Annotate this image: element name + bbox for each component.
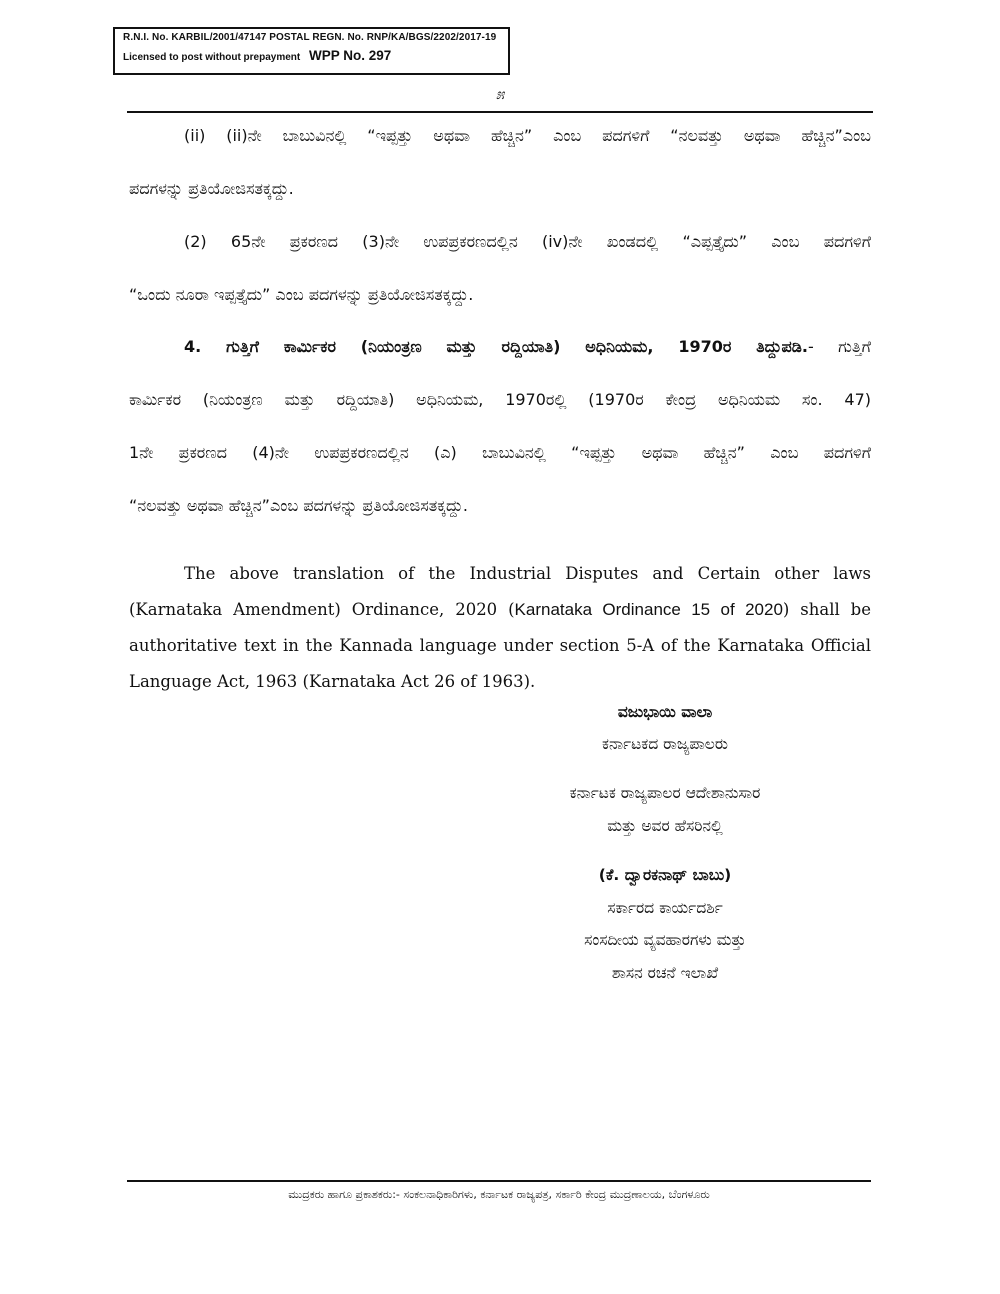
ordinance-reference: Karnataka Ordinance 15 of 2020	[514, 600, 783, 619]
kannada-paragraph-1	[129, 109, 871, 215]
governor-name: ವಜುಭಾಯಿ ವಾಲಾ	[617, 703, 713, 721]
section-heading-line	[129, 320, 871, 373]
english-translation-note	[129, 556, 871, 700]
paragraph-line: (ii) (ii)ನೇ ಬಾಬುವಿನಲ್ಲಿ “ಇಪ್ಪತ್ತು ಅಥವಾ ಹೆಚ್ಚಿನ” ಎಂಬ ಪದಗಳಿಗೆ “ನಲವತ್ತು ಅಥವಾ ಹೆಚ್ಚಿನ”ಎಂಬ	[184, 126, 871, 145]
section-heading: 4. ಗುತ್ತಿಗೆ ಕಾರ್ಮಿಕರ (ನಿಯಂತ್ರಣ ಮತ್ತು ರದ್ದಿಯಾತಿ) ಅಧಿನಿಯಮ, 1970ರ ತಿದ್ದುಪಡಿ.	[184, 337, 808, 356]
paragraph-line: ಪದಗಳನ್ನು ಪ್ರತಿಯೋಜಿಸತಕ್ಕದ್ದು.	[129, 179, 294, 198]
order-line-1: ಕರ್ನಾಟಕ ರಾಜ್ಯಪಾಲರ ಆದೇಶಾನುಸಾರ	[569, 784, 761, 802]
paragraph-line: 1ನೇ ಪ್ರಕರಣದ (4)ನೇ ಉಪಪ್ರಕರಣದಲ್ಲಿನ (ಎ) ಬಾಬುವಿನಲ್ಲಿ “ಇಪ್ಪತ್ತು ಅಥವಾ ಹೆಚ್ಚಿನ” ಎಂಬ ಪದಗಳಿಗೆ	[129, 443, 871, 462]
paragraph-line: “ನಲವತ್ತು ಅಥವಾ ಹೆಚ್ಚಿನ”ಎಂಬ ಪದಗಳನ್ನು ಪ್ರತಿಯೋಜಿಸತಕ್ಕದ್ದು.	[129, 496, 468, 515]
order-line-2: ಮತ್ತು ಅವರ ಹೆಸರಿನಲ್ಲಿ	[607, 817, 723, 835]
secretary-name: (ಕೆ. ದ್ವಾರಕನಾಥ್ ಬಾಬು)	[598, 866, 732, 884]
paragraph-line: “ಒಂದು ನೂರಾ ಇಪ್ಪತ್ತೈದು” ಎಂಬ ಪದಗಳನ್ನು ಪ್ರತಿಯೋಜಿಸತಕ್ಕದ್ದು.	[129, 285, 474, 304]
wpp-number: WPP No. 297	[309, 48, 392, 63]
license-line	[123, 48, 500, 63]
english-text-part3: ) shall be authoritative text in the Kannada language under section 5-A of the Karnataka Official Language Act, 1963 (Karnataka Act 26 of 1963).	[129, 600, 871, 691]
department-line-1: ಸಂಸದೀಯ ವ್ಯವಹಾರಗಳು ಮತ್ತು	[584, 931, 746, 949]
paragraph-line: ಕಾರ್ಮಿಕರ (ನಿಯಂತ್ರಣ ಮತ್ತು ರದ್ದಿಯಾತಿ) ಅಧಿನಿಯಮ, 1970ರಲ್ಲಿ (1970ರ ಕೇಂದ್ರ ಅಧಿನಿಯಮ ಸಂ. 47)	[129, 390, 871, 409]
secretary-title: ಸರ್ಕಾರದ ಕಾರ್ಯದರ್ಶಿ	[607, 899, 723, 917]
printer-publisher-footer: ಮುದ್ರಕರು ಹಾಗೂ ಪ್ರಕಾಶಕರು:- ಸಂಕಲನಾಧಿಕಾರಿಗಳು, ಕರ್ನಾಟಕ ರಾಜ್ಯಪತ್ರ, ಸರ್ಕಾರಿ ಕೇಂದ್ರ ಮುದ್ರಣಾಲಯ, ಬೆಂಗಳೂರು	[288, 1188, 710, 1201]
postal-registration-line: R.N.I. No. KARBIL/2001/47147 POSTAL REGN. No. RNP/KA/BGS/2202/2017-19	[123, 32, 497, 43]
kannada-paragraph-2	[129, 215, 871, 321]
english-text-part1: The above translation of the Industrial Disputes and Certain other laws (Karnataka Amendment) Ordinance, 2020 (	[129, 564, 871, 619]
paragraph-line: (2) 65ನೇ ಪ್ರಕರಣದ (3)ನೇ ಉಪಪ್ರಕರಣದಲ್ಲಿನ (iv)ನೇ ಖಂಡದಲ್ಲಿ “ಎಪ್ಪತ್ತೈದು” ಎಂಬ ಪದಗಳಿಗೆ	[184, 232, 871, 251]
footer-divider	[127, 1180, 871, 1182]
page-number: ೫	[495, 85, 505, 103]
license-text: Licensed to post without prepayment	[123, 52, 301, 63]
department-line-2: ಶಾಸನ ರಚನೆ ಇಲಾಖೆ	[611, 964, 719, 982]
postal-registration-box	[113, 27, 510, 75]
governor-title: ಕರ್ನಾಟಕದ ರಾಜ್ಯಪಾಲರು	[602, 735, 728, 753]
kannada-paragraph-3	[129, 320, 871, 532]
section-heading-continuation: - ಗುತ್ತಿಗೆ	[807, 337, 871, 356]
